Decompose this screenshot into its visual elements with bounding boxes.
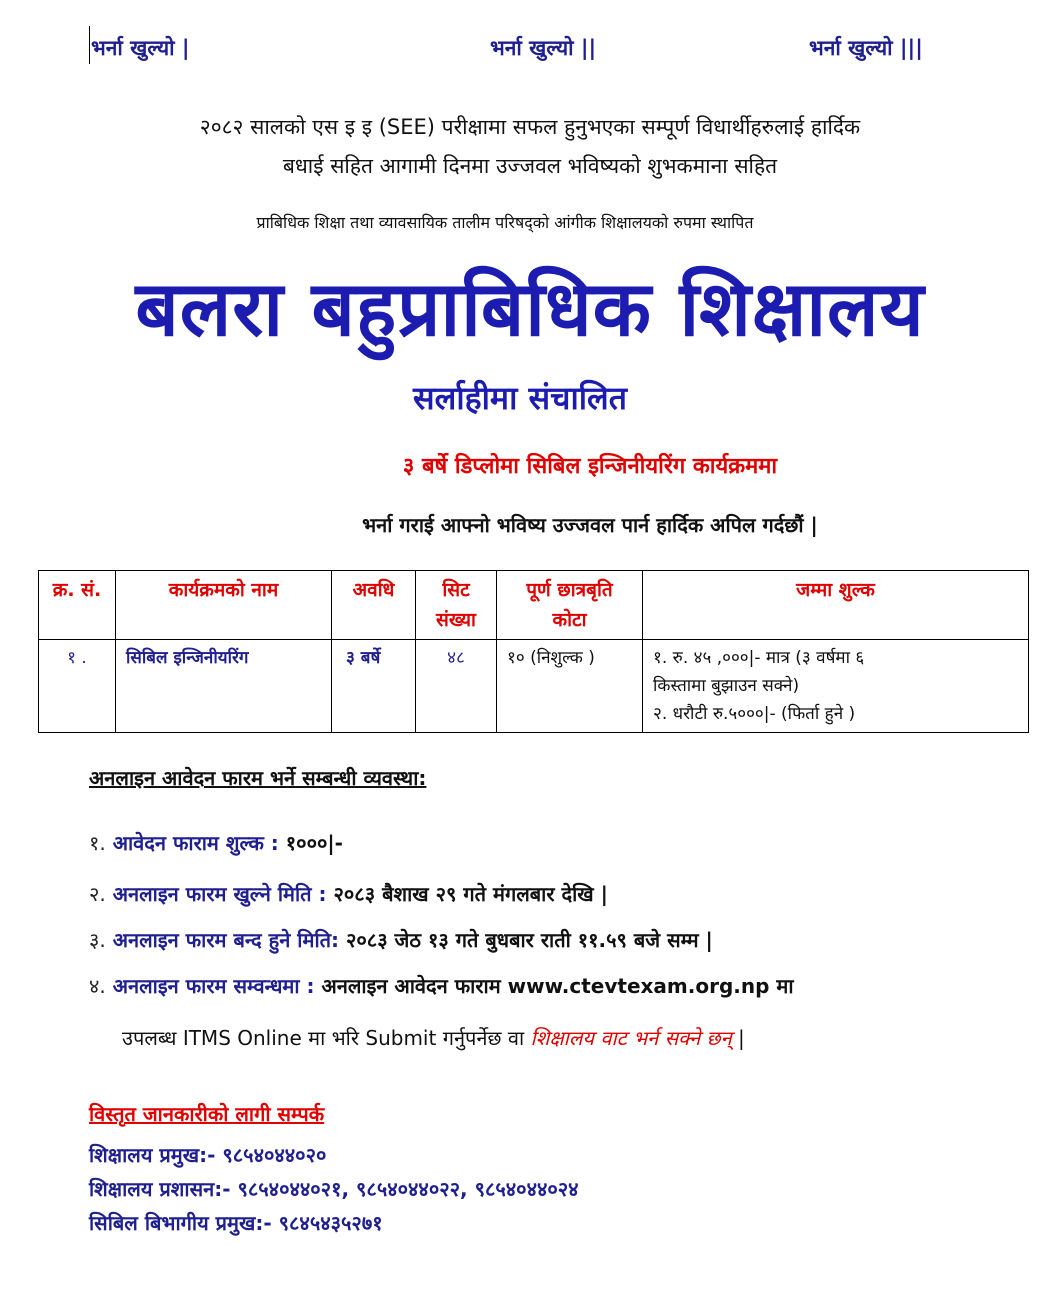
item-value: अनलाइन आवेदन फाराम www.ctevtexam.org.np मा — [314, 974, 794, 998]
online-item-3 — [89, 926, 713, 953]
school-name: बलरा बहुप्राबिधिक शिक्षालय — [135, 264, 925, 353]
item-value: १०००|- — [278, 831, 343, 855]
header-scholarship-line2: कोटा — [552, 609, 587, 631]
cell-sn: १ . — [39, 640, 116, 733]
item-value: २०८३ बैशाख २९ गते मंगलबार देखि | — [326, 882, 608, 906]
congratulations-line-1: २०८२ सालको एस इ इ (SEE) परीक्षामा सफल हुनुभएका सम्पूर्ण विधार्थीहरुलाई हार्दिक — [199, 115, 861, 139]
operated-location: सर्लाहीमा संचालित — [413, 379, 627, 417]
item-label: अनलाइन फारम बन्द हुने मिति: — [112, 928, 340, 952]
header-seats-line1: सिट — [442, 579, 470, 601]
admission-open-2: भर्ना खुल्यो || — [490, 36, 597, 60]
item-number: १. — [89, 831, 106, 855]
table-header-row — [39, 571, 1029, 640]
online-section-heading: अनलाइन आवेदन फारम भर्ने सम्बन्धी व्यवस्था: — [89, 766, 427, 790]
cell-duration: ३ बर्षे — [332, 640, 416, 733]
online-item-1 — [89, 829, 343, 856]
header-program: कार्यक्रमको नाम — [116, 571, 332, 640]
contact-head: शिक्षालय प्रमुख:- ९८५४०४४०२० — [89, 1143, 327, 1167]
cell-scholarship: १० (निशुल्क ) — [497, 640, 643, 733]
continuation-text: उपलब्ध ITMS Online मा भरि Submit गर्नुपर्नेछ वा — [122, 1026, 531, 1050]
text-cursor — [89, 26, 90, 64]
header-scholarship-line1: पूर्ण छात्रबृति — [526, 579, 613, 601]
continuation-end: | — [731, 1026, 745, 1050]
admission-appeal: भर्ना गराई आफ्नो भविष्य उज्जवल पार्न हार्दिक अपिल गर्दछौं | — [362, 513, 818, 537]
fee-line-1: १. रु. ४५ ,०००|- मात्र (३ वर्षमा ६ — [653, 648, 865, 668]
cell-program: सिबिल इन्जिनीयरिंग — [116, 640, 332, 733]
item-number: ४. — [89, 974, 106, 998]
online-item-4-continuation — [122, 1024, 745, 1051]
header-duration: अवधि — [332, 571, 416, 640]
cell-seats: ४८ — [416, 640, 497, 733]
header-scholarship — [497, 571, 643, 640]
admission-open-1: भर्ना खुल्यो | — [91, 36, 190, 60]
item-label: अनलाइन फारम खुल्ने मिति : — [112, 882, 327, 906]
contact-heading: विस्तृत जानकारीको लागी सम्पर्क — [89, 1102, 325, 1126]
item-label: आवेदन फाराम शुल्क : — [112, 831, 279, 855]
item-number: २. — [89, 882, 106, 906]
congratulations-line-2: बधाई सहित आगामी दिनमा उज्जवल भविष्यको शुभकमाना सहित — [282, 154, 778, 178]
header-sn: क्र. सं. — [39, 571, 116, 640]
contact-civil: सिबिल बिभागीय प्रमुख:- ९८४५४३५२७१ — [89, 1211, 383, 1235]
cell-fee — [643, 640, 1029, 733]
admission-open-3: भर्ना खुल्यो ||| — [809, 36, 923, 60]
contact-admin: शिक्षालय प्रशासन:- ९८५४०४४०२१, ९८५४०४४०२२, ९८५४०४४०२४ — [89, 1177, 579, 1201]
header-seats-line2: संख्या — [436, 609, 476, 631]
continuation-red-text: शिक्षालय वाट भर्न सक्ने छन् — [530, 1026, 732, 1050]
header-fee: जम्मा शुल्क — [643, 571, 1029, 640]
table-row — [39, 640, 1029, 733]
fee-line-2: किस्तामा बुझाउन सक्ने) — [653, 676, 800, 696]
fee-line-3: २. धरौटी रु.५०००|- (फिर्ता हुने ) — [653, 704, 856, 724]
header-seats — [416, 571, 497, 640]
online-item-4 — [89, 972, 794, 999]
item-label: अनलाइन फारम सम्वन्धमा : — [112, 974, 315, 998]
online-item-2 — [89, 880, 608, 907]
program-line: ३ बर्षे डिप्लोमा सिबिल इन्जिनीयरिंग कार्यक्रममा — [402, 454, 778, 479]
establishment-note: प्राबिधिक शिक्षा तथा व्यावसायिक तालीम परिषद्को आंगीक शिक्षालयको रुपमा स्थापित — [256, 213, 754, 232]
item-value: २०८३ जेठ १३ गते बुधबार राती ११.५९ बजे सम्म | — [339, 928, 713, 952]
item-number: ३. — [89, 928, 106, 952]
program-table — [38, 570, 1029, 733]
